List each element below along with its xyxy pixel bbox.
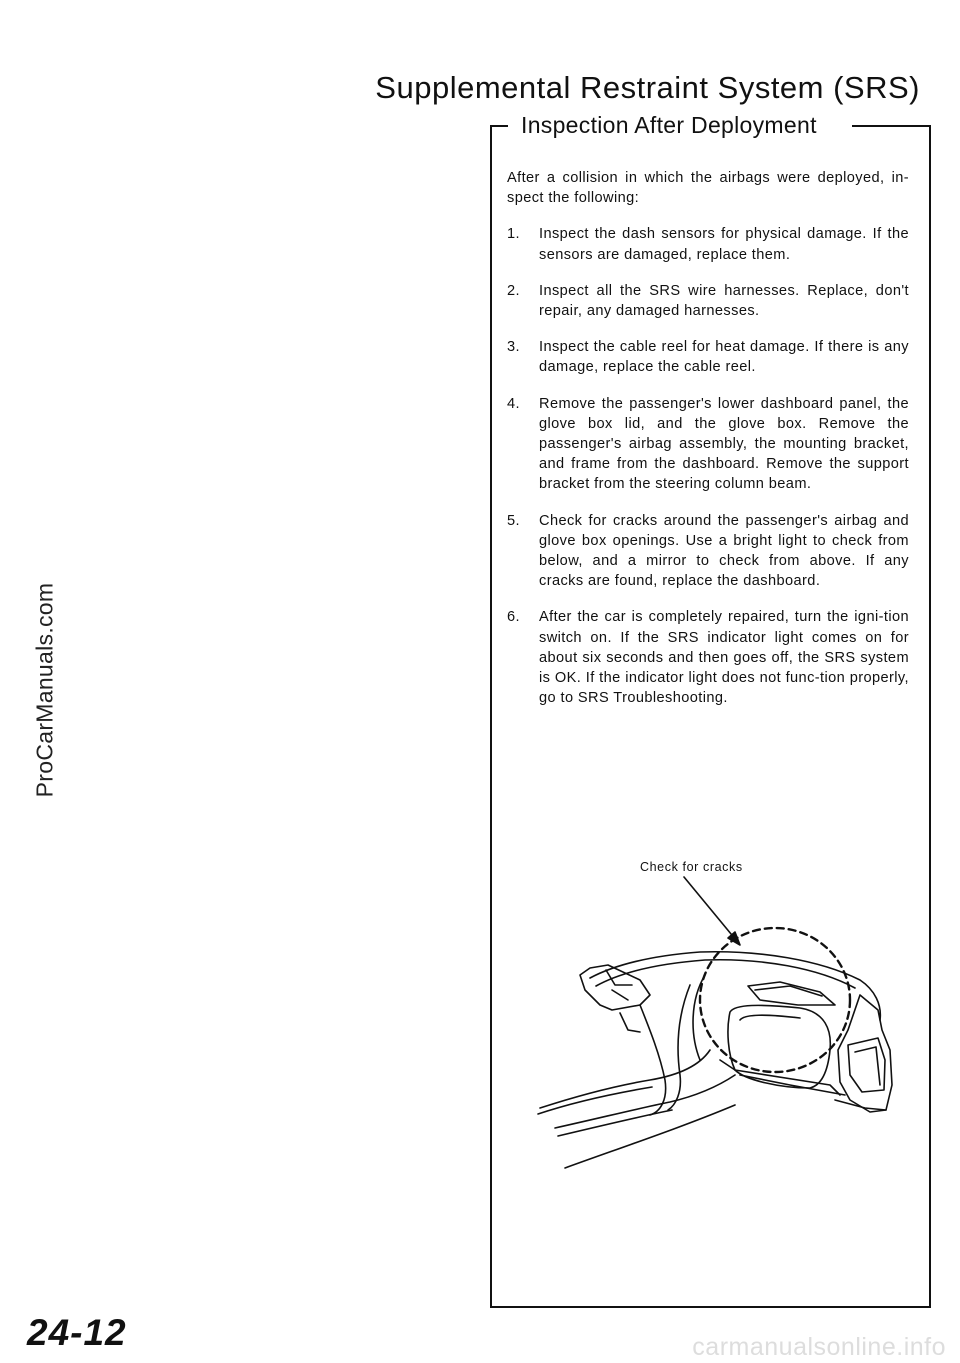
step-item <box>507 511 909 592</box>
footer-watermark: carmanualsonline.info <box>692 1333 946 1361</box>
dashboard-shape <box>538 952 892 1168</box>
step-item <box>507 337 909 377</box>
step-number: 5. <box>507 512 520 529</box>
step-number: 1. <box>507 226 520 243</box>
step-text: After the car is completely repaired, turn the igni-tion switch on. If the SRS indicator light comes on for about six seconds and then goes off, the SRS system is OK. If the indicator light does not func-tion properly, go to SRS Troubleshooting. <box>539 609 909 707</box>
section-body <box>507 168 909 724</box>
step-item <box>507 281 909 321</box>
step-number: 2. <box>507 282 520 299</box>
intro-paragraph: After a collision in which the airbags were deployed, in-spect the following: <box>507 170 909 207</box>
step-number: 3. <box>507 339 520 356</box>
step-text: Inspect the cable reel for heat damage. If there is any damage, replace the cable reel. <box>539 339 909 376</box>
step-item <box>507 394 909 495</box>
step-item <box>507 224 909 264</box>
side-watermark: ProCarManuals.com <box>31 582 58 798</box>
page-title: Supplemental Restraint System (SRS) <box>375 70 920 105</box>
dashboard-illustration <box>500 850 920 1180</box>
section-title: Inspection After Deployment <box>521 112 817 138</box>
step-item <box>507 607 909 708</box>
panel-top-rule-right <box>852 125 931 127</box>
panel-top-rule-left <box>490 125 508 127</box>
page-number: 24-12 <box>27 1312 127 1353</box>
step-text: Inspect all the SRS wire harnesses. Replace, don't repair, any damaged harnesses. <box>539 282 909 320</box>
step-text: Remove the passenger's lower dashboard panel, the glove box lid, and the glove box. Remove the passenger's airbag assembly, the mounting bracket, and frame from the dashboard. Remove the support bracket from the steering column beam. <box>539 395 909 493</box>
callout-label: Check for cracks <box>640 860 743 874</box>
step-number: 4. <box>507 395 520 412</box>
inspection-circle <box>700 928 850 1072</box>
step-number: 6. <box>507 609 520 626</box>
step-text: Check for cracks around the passenger's airbag and glove box openings. Use a bright light to check from below, and a mirror to check from above. If any cracks are found, replace the dashboard. <box>539 512 909 590</box>
callout-arrow <box>684 877 740 945</box>
step-text: Inspect the dash sensors for physical damage. If the sensors are damaged, replace them. <box>539 226 909 263</box>
